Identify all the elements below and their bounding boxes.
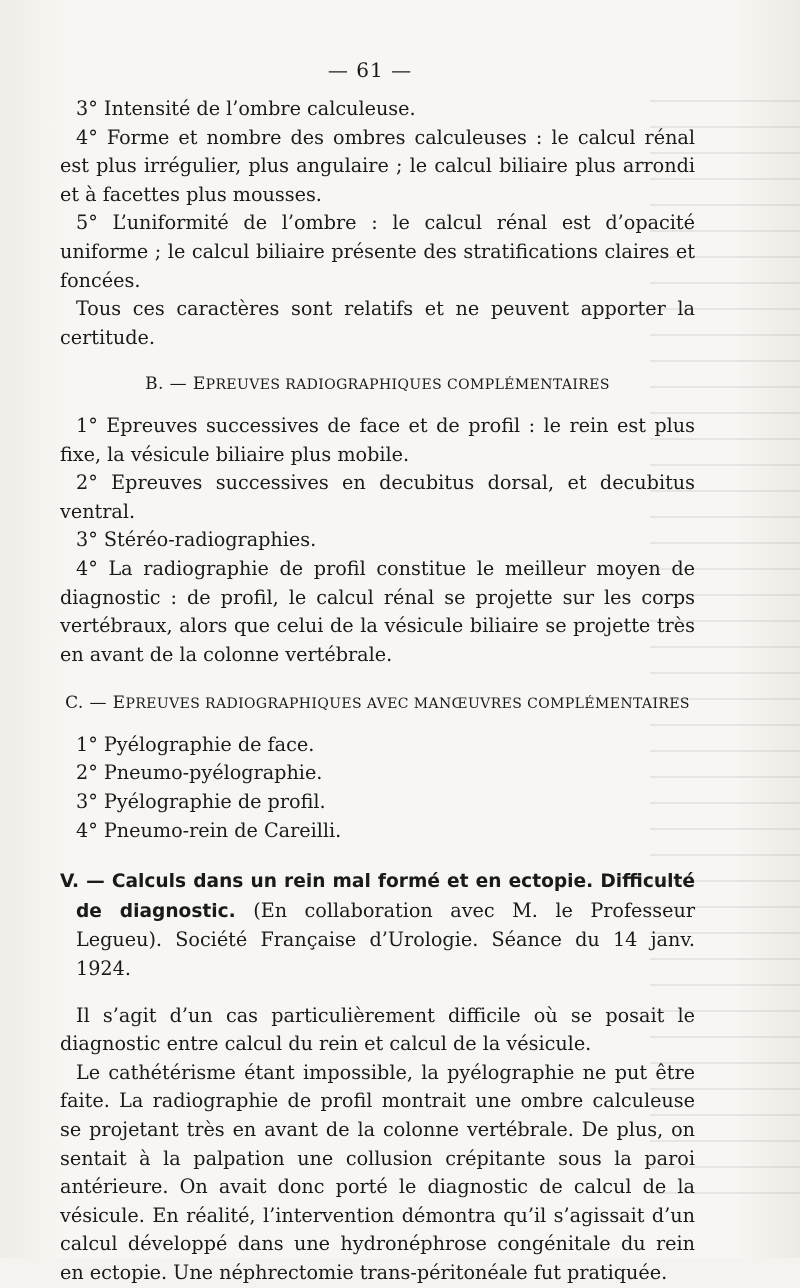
section-v-title-reference: (En collaboration avec M. le Professeur Legueu). Société Française d’Urologie. Séance du 14 janv. 1924.: [76, 898, 695, 981]
section-v-paragraph: Le cathétérisme étant impossible, la pyélographie ne put être faite. La radiographie de profil montrait une ombre calculeuse se projetant très en avant de la colonne vertébrale. De plus, on sentait à la palpation une collusion crépitante sous la paroi antérieure. On avait donc porté le diagnostic de calcul de la vésicule. En réalité, l’intervention démontra qu’il s’agissait d’un calcul développé dans une hydronéphrose congénitale du rein en ectopie. Une néphrectomie trans-péritonéale fut pratiquée.: [60, 1060, 695, 1284]
section-v-title: [60, 867, 695, 983]
section-b-heading-rest: PREUVES RADIOGRAPHIQUES COMPLÉMENTAIRES: [205, 377, 610, 394]
body-text: [60, 95, 695, 1288]
section-c-heading: [60, 689, 695, 719]
section-b-item: 4° La radiographie de profil constitue le meilleur moyen de diagnostic : de profil, le calcul rénal se projette sur les corps vertébraux, alors que celui de la vésicule biliaire se projette très en avant de la colonne vertébrale.: [60, 556, 695, 666]
paragraph-relative: Tous ces caractères sont relatifs et ne peuvent apporter la certitude.: [60, 297, 695, 349]
paragraph-intensity: 3° Intensité de l’ombre calculeuse.: [76, 97, 416, 120]
section-b-item: 2° Epreuves successives en decubitus dorsal, et decubitus ventral.: [60, 471, 695, 523]
section-c-item: 2° Pneumo-pyélographie.: [76, 761, 323, 785]
section-v-paragraph: Il s’agit d’un cas particulièrement difficile où se posait le diagnostic entre calcul du rein et calcul de la vésicule.: [60, 1003, 695, 1056]
paragraph-uniformity: 5° L’uniformité de l’ombre : le calcul rénal est d’opacité uniforme ; le calcul biliaire présente des stratifications claires et foncées.: [60, 211, 695, 292]
section-c-heading-rest: PREUVES RADIOGRAPHIQUES AVEC MANŒUVRES COMPLÉMENTAIRES: [125, 696, 690, 713]
section-b-item: 3° Stéréo-radiographies.: [76, 528, 317, 552]
section-b-heading: [60, 370, 695, 400]
page-number: — 61 —: [327, 58, 413, 82]
section-c-heading-prefix: C. — E: [65, 693, 126, 714]
paragraph-shape: 4° Forme et nombre des ombres calculeuses : le calcul rénal est plus irrégulier, plus angulaire ; le calcul biliaire plus arrondi et à facettes plus mousses.: [60, 125, 695, 206]
section-c-item: 4° Pneumo-rein de Careilli.: [76, 818, 342, 842]
section-c-item: 3° Pyélographie de profil.: [76, 790, 326, 814]
section-b-heading-prefix: B. — E: [145, 374, 206, 395]
section-c-item: 1° Pyélographie de face.: [76, 732, 315, 756]
section-b-item: 1° Epreuves successives de face et de profil : le rein est plus fixe, la vésicule biliaire plus mobile.: [60, 413, 695, 466]
section-v-title-bold: V. — Calculs dans un rein mal formé et en ectopie. Difficulté de diagnostic.: [60, 871, 695, 922]
